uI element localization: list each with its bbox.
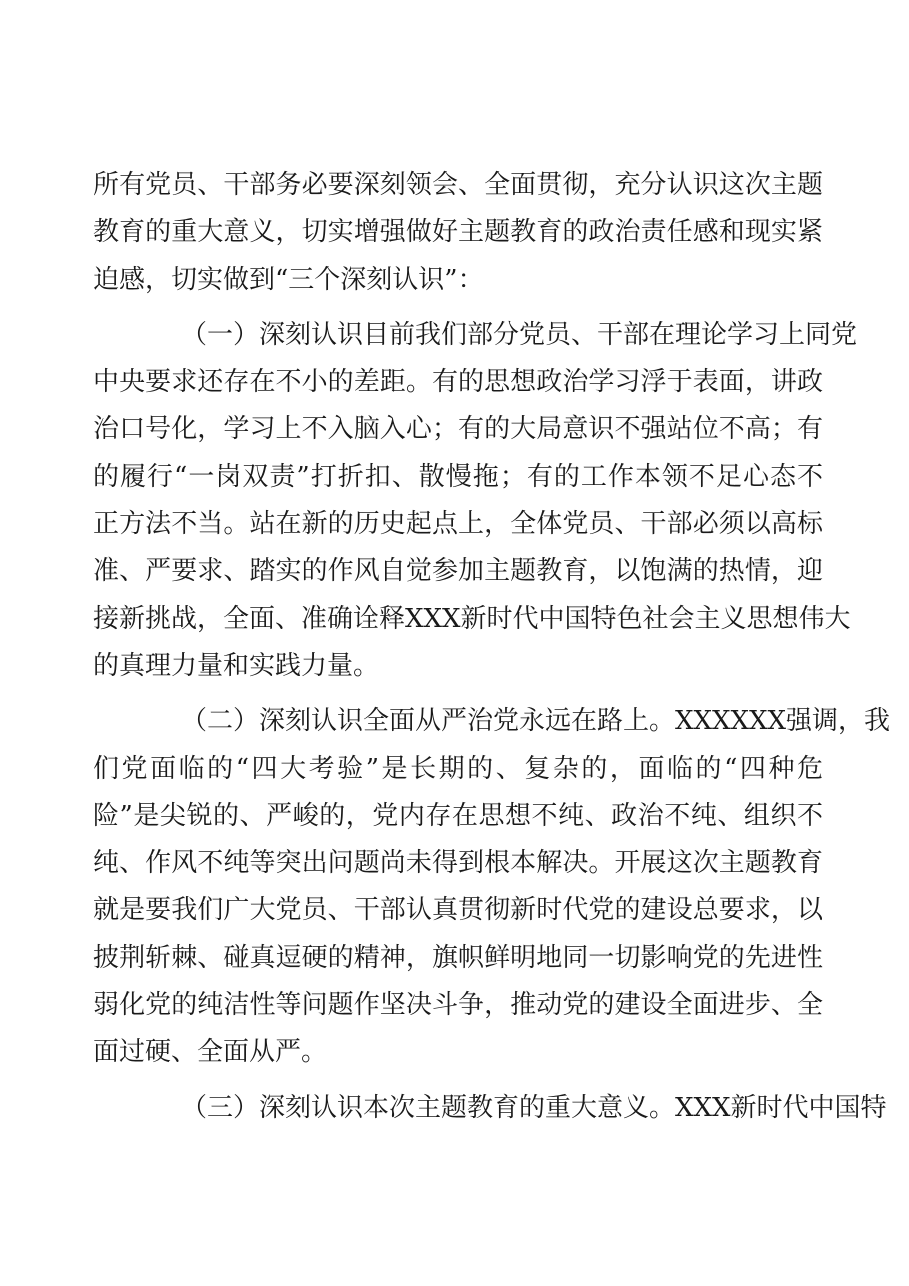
text-line: 接新挑战，全面、准确诠释XXX新时代中国特色社会主义思想伟大: [93, 603, 851, 634]
text-line: 纯、作风不纯等突出问题尚未得到根本解决。开展这次主题教育: [93, 848, 823, 879]
text-line: 们党面临的“四大考验”是长期的、复杂的，面临的“四种危: [93, 753, 823, 784]
paragraph-first-line: （三）深刻认识本次主题教育的重大意义。XXX新时代中国特: [181, 1092, 887, 1123]
text-line: 迫感，切实做到“三个深刻认识”：: [93, 264, 484, 295]
text-line: 教育的重大意义，切实增强做好主题教育的政治责任感和现实紧: [93, 217, 823, 248]
paragraph-gap: [93, 304, 823, 312]
text-line: 面过硬、全面从严。: [93, 1037, 328, 1068]
text-line: 就是要我们广大党员、干部认真贯彻新时代党的建设总要求，以: [93, 895, 823, 926]
text-line: 治口号化，学习上不入脑入心；有的大局意识不强站位不高；有: [93, 414, 823, 445]
paragraph-first-line: （一）深刻认识目前我们部分党员、干部在理论学习上同党: [181, 319, 858, 350]
paragraph-first-line: （二）深刻认识全面从严治党永远在路上。XXXXXX强调，我: [181, 706, 891, 737]
text-line: 险”是尖锐的、严峻的，党内存在思想不纯、政治不纯、组织不: [93, 800, 823, 831]
document-body: [93, 162, 891, 1132]
text-line: 的履行“一岗双责”打折扣、散慢拖；有的工作本领不足心态不: [93, 461, 823, 492]
text-line: 弱化党的纯洁性等问题作坚决斗争，推动党的建设全面进步、全: [93, 990, 823, 1021]
text-line: 的真理力量和实践力量。: [93, 650, 380, 681]
paragraph-gap: [93, 1077, 823, 1085]
text-line: 披荆斩棘、碰真逗硬的精神，旗帜鲜明地同一切影响党的先进性: [93, 942, 823, 973]
text-line: 准、严要求、踏实的作风自觉参加主题教育，以饱满的热情，迎: [93, 556, 823, 587]
text-line: 正方法不当。站在新的历史起点上，全体党员、干部必须以高标: [93, 509, 823, 540]
text-line: 所有党员、干部务必要深刻领会、全面贯彻，充分认识这次主题: [93, 170, 823, 200]
text-line: 中央要求还存在不小的差距。有的思想政治学习浮于表面，讲政: [93, 367, 823, 398]
paragraph-gap: [93, 690, 823, 698]
